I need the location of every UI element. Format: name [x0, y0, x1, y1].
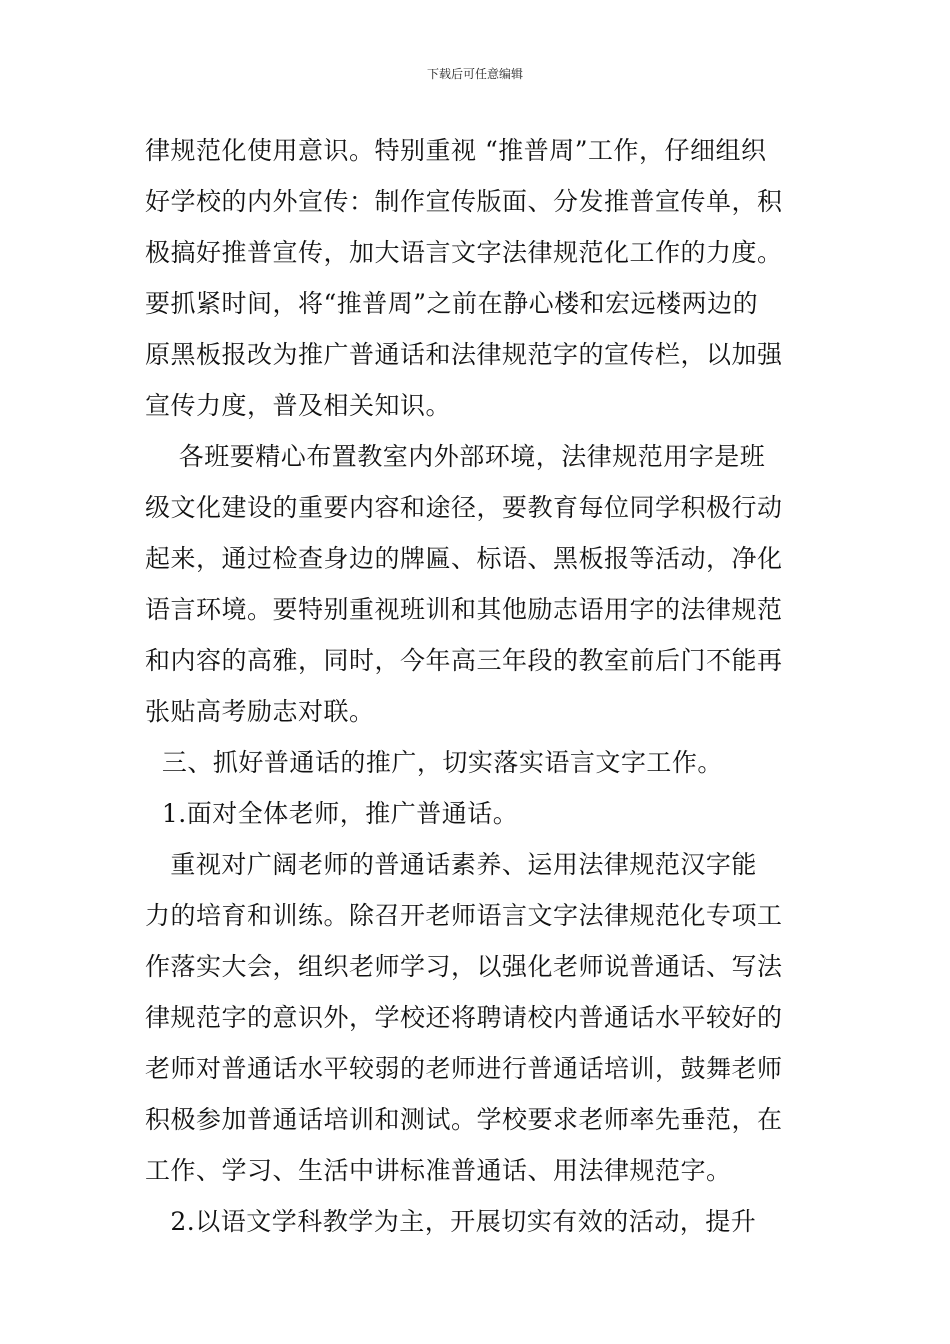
text-line: 极搞好推普宣传，加大语言文字法律规范化工作的力度。 — [145, 238, 783, 267]
text-line: 律规范字的意识外，学校还将聘请校内普通话水平较好的 — [145, 1003, 783, 1032]
text-line: 工作、学习、生活中讲标准普通话、用法律规范字。 — [145, 1156, 732, 1185]
subsection-heading: 1.面对全体老师，推广普通话。 — [145, 799, 519, 828]
text-line: 和内容的高雅，同时，今年高三年段的教室前后门不能再 — [145, 646, 783, 675]
page-header: 下载后可任意编辑 — [426, 67, 523, 81]
text-line: 宣传力度，普及相关知识。 — [145, 391, 452, 420]
document-body — [145, 130, 810, 1252]
text-line: 各班要精心布置教室内外部环境，法律规范用字是班 — [145, 442, 766, 471]
text-line: 要抓紧时间，将“推普周”之前在静心楼和宏远楼两边的 — [145, 289, 759, 318]
text-line: 起来，通过检查身边的牌匾、标语、黑板报等活动，净化 — [145, 544, 783, 573]
text-line: 重视对广阔老师的普通话素养、运用法律规范汉字能 — [145, 850, 757, 879]
text-line: 好学校的内外宣传：制作宣传版面、分发推普宣传单，积 — [145, 187, 783, 216]
text-line: 老师对普通话水平较弱的老师进行普通话培训，鼓舞老师 — [145, 1054, 783, 1083]
section-heading: 三、抓好普通话的推广，切实落实语言文字工作。 — [145, 748, 723, 777]
text-line: 积极参加普通话培训和测试。学校要求老师率先垂范，在 — [145, 1105, 783, 1134]
text-line: 张贴高考励志对联。 — [145, 697, 375, 726]
text-line: 语言环境。要特别重视班训和其他励志语用字的法律规范 — [145, 595, 783, 624]
text-line: 级文化建设的重要内容和途径，要教育每位同学积极行动 — [145, 493, 783, 522]
text-line: 律规范化使用意识。特别重视 “推普周”工作，仔细组织 — [145, 136, 767, 165]
text-line: 作落实大会，组织老师学习，以强化老师说普通话、写法 — [145, 952, 783, 981]
subsection-heading: 2.以语文学科教学为主，开展切实有效的活动，提升 — [145, 1207, 757, 1236]
text-line: 原黑板报改为推广普通话和法律规范字的宣传栏，以加强 — [145, 340, 783, 369]
text-line: 力的培育和训练。除召开老师语言文字法律规范化专项工 — [145, 901, 783, 930]
